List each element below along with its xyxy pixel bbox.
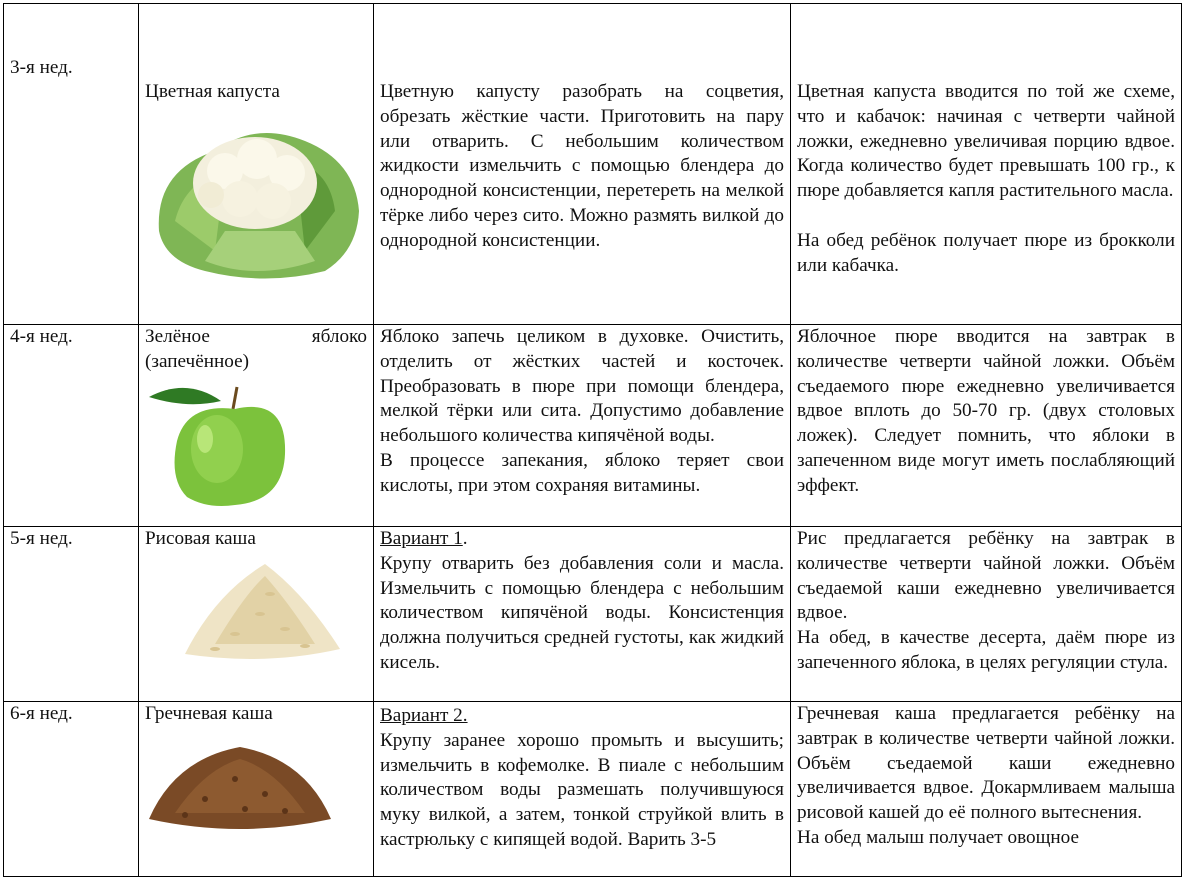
preparation-text: Крупу отварить без добавления соли и масла. Измельчить с помощью блендера с небольшим количеством кипячёной воды. Консистенция должна получиться средней густоты, как жидкий кисель. xyxy=(380,552,784,673)
table-row xyxy=(4,4,1182,325)
table-row xyxy=(4,325,1182,527)
week-cell xyxy=(4,4,139,325)
rice-image xyxy=(175,554,345,669)
preparation-cell xyxy=(374,325,791,527)
variant-title-dot: . xyxy=(462,528,468,549)
week-label: 4-я нед. xyxy=(10,326,73,347)
preparation-cell xyxy=(374,702,791,877)
buckwheat-image xyxy=(145,739,335,839)
cauliflower-image xyxy=(145,111,365,281)
feeding-schedule-table xyxy=(3,3,1182,877)
product-name: Гречневая каша xyxy=(145,703,273,724)
introduction-cell xyxy=(791,527,1182,702)
preparation-cell xyxy=(374,4,791,325)
introduction-text: Цветная капуста вводится по той же схеме, что и кабачок: начиная с четверти чайной ложки, ежедневно увеличивая порцию вдвое. Когда количество будет превышать 100 гр., к пюре добавляется капля растительного масла. xyxy=(797,81,1175,202)
variant-title: Вариант 2. xyxy=(380,705,468,726)
introduction-cell xyxy=(791,325,1182,527)
introduction-text: На обед малыш получает овощное xyxy=(797,826,1079,848)
product-name: Цветная капуста xyxy=(145,81,280,102)
preparation-text: Яблоко запечь целиком в духовке. Очистить, отделить от жёстких частей и косточек. Преобразовать в пюре при помощи блендера, мелкой тёрки или сита. Допустимо добавление небольшого количества кипячёной воды. xyxy=(380,326,784,447)
week-label: 5-я нед. xyxy=(10,528,73,549)
introduction-text: Яблочное пюре вводится на завтрак в количестве четверти чайной ложки. Объём съедаемого пюре ежедневно увеличивается вдвое вплоть до 50-70 гр. (двух столовых ложек). Следует помнить, что яблоки в запеченном виде могут иметь послабляющий эффект. xyxy=(797,326,1175,496)
product-cell xyxy=(139,702,374,877)
week-cell xyxy=(4,702,139,877)
table-row xyxy=(4,702,1182,877)
introduction-cell xyxy=(791,702,1182,877)
product-cell xyxy=(139,325,374,527)
preparation-text: Крупу заранее хорошо промыть и высушить; измельчить в кофемолке. В пиале с небольшим количеством воды размешать получившуюся муку вилкой, а затем, тонкой струйкой влить в кастрюльку с кипящей водой. Варить 3-5 xyxy=(380,729,784,850)
preparation-cell xyxy=(374,527,791,702)
introduction-cell xyxy=(791,4,1182,325)
week-label: 6-я нед. xyxy=(10,703,73,724)
introduction-text: Гречневая каша предлагается ребёнку на завтрак в количестве четверти чайной ложки. Объём съедаемой каши ежедневно увеличивается вдвое. Докармливаем малыша рисовой кашей до её полного вытеснения. xyxy=(797,703,1175,824)
product-name: Рисовая каша xyxy=(145,528,256,549)
variant-title: Вариант 1 xyxy=(380,528,463,549)
green-apple-image xyxy=(147,379,297,509)
product-name: Зелёное xyxy=(145,326,210,347)
product-name: яблоко xyxy=(311,326,367,347)
introduction-text: На обед ребёнок получает пюре из брокколи или кабачка. xyxy=(797,229,1175,276)
week-cell xyxy=(4,325,139,527)
preparation-text: В процессе запекания, яблоко теряет свои кислоты, при этом сохраняя витамины. xyxy=(380,449,784,496)
introduction-text: Рис предлагается ребёнку на завтрак в количестве четверти чайной ложки. Объём съедаемой каши ежедневно увеличивается вдвое. xyxy=(797,528,1175,624)
product-cell xyxy=(139,4,374,325)
table-row xyxy=(4,527,1182,702)
product-cell xyxy=(139,527,374,702)
week-cell xyxy=(4,527,139,702)
introduction-text: На обед, в качестве десерта, даём пюре из запеченного яблока, в целях регуляции стула. xyxy=(797,627,1175,673)
week-label: 3-я нед. xyxy=(10,57,73,78)
preparation-text: Цветную капусту разобрать на соцветия, обрезать жёсткие части. Приготовить на пару или отварить. С небольшим количеством жидкости измельчить с помощью блендера до однородной консистенции, перетереть на мелкой тёрке либо через сито. Можно размять вилкой до однородной консистенции. xyxy=(380,81,784,251)
product-name: (запечённое) xyxy=(145,350,249,372)
